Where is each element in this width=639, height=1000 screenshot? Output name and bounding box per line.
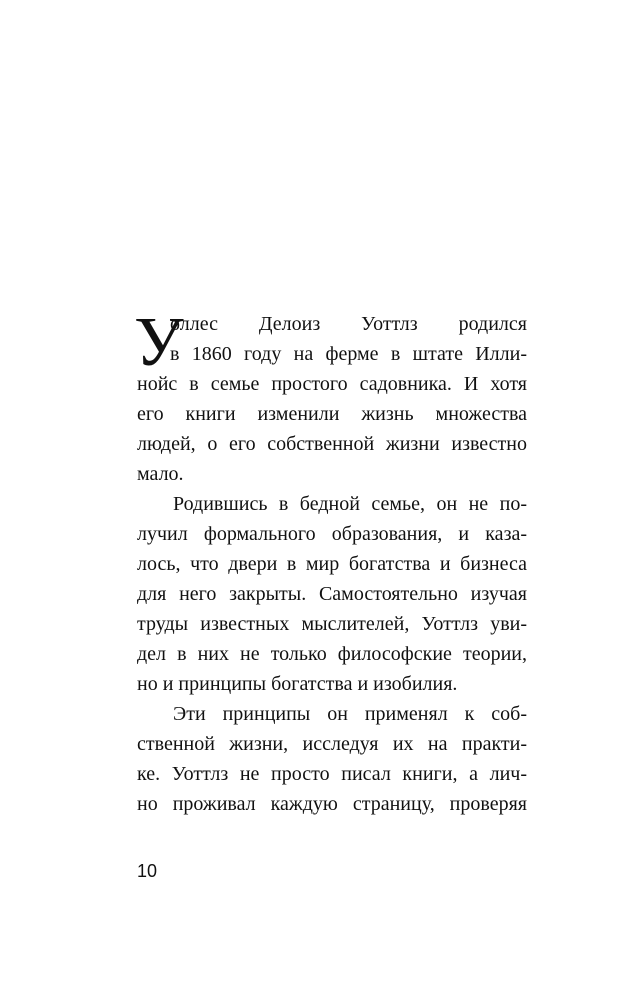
text-line: Эти принципы он применял к соб- — [173, 703, 527, 725]
text-line: дел в них не только философские теории, — [137, 643, 527, 665]
text-line: мало. — [137, 463, 184, 485]
text-line: лучил формального образования, и каза- — [137, 523, 527, 545]
paragraph-1 — [137, 309, 527, 489]
drop-cap: У — [134, 304, 184, 381]
text-line: в 1860 году на ферме в штате Илли- — [170, 343, 527, 365]
text-line: людей, о его собственной жизни известно — [137, 433, 527, 455]
paragraph-2 — [137, 489, 527, 699]
text-line: для него закрыты. Самостоятельно изучая — [137, 583, 527, 605]
paragraph-3 — [137, 699, 527, 819]
text-line: лось, что двери в мир богатства и бизнеса — [137, 553, 527, 575]
page-number: 10 — [137, 861, 158, 881]
body-text — [134, 304, 527, 819]
text-line: ственной жизни, исследуя их на практи- — [137, 733, 527, 755]
text-line: Родившись в бедной семье, он не по- — [173, 493, 527, 515]
text-line: оллес Делоиз Уоттлз родился — [170, 313, 527, 335]
text-line: нойс в семье простого садовника. И хотя — [137, 373, 527, 395]
text-line: ке. Уоттлз не просто писал книги, а лич- — [137, 763, 527, 785]
text-line: но и принципы богатства и изобилия. — [137, 673, 458, 695]
text-line: его книги изменили жизнь множества — [137, 403, 527, 425]
text-line: но проживал каждую страницу, проверяя — [137, 793, 527, 815]
text-line: труды известных мыслителей, Уоттлз уви- — [137, 613, 527, 635]
